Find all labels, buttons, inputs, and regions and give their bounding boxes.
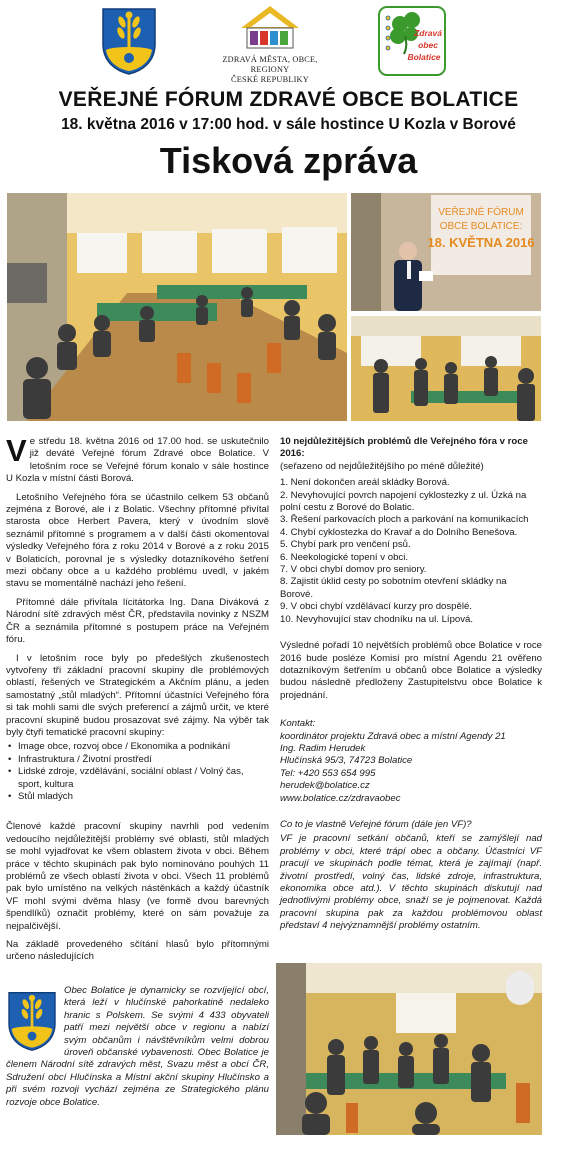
logo-text-1: Zdravá (414, 28, 442, 38)
zdrava-mesta-line-1: ZDRAVÁ MĚSTA, OBCE, REGIONY (222, 55, 318, 74)
list-item: • Lidské zdroje, vzdělávání, sociální oblast / Volný čas, sport, kultura (6, 766, 269, 791)
participants-photo (351, 316, 541, 421)
contact-line: Ing. Radim Herudek (280, 742, 366, 754)
problems-subheading: (seřazeno od nejdůležitějšího po méně důležité) (280, 460, 484, 472)
problems-list (280, 477, 542, 626)
house-icon (235, 4, 305, 50)
list-item: 2. Nevyhovující povrch napojení cyklostezky z ul. Úzká na polní cestu z Borové do Bolatic. (280, 489, 527, 514)
list-item: 10. Nevyhovující stav chodníku na ul. Lípová. (280, 613, 474, 625)
article-paragraph-5: Členové každé pracovní skupiny navrhli pod vedením vedoucího nejdůležitější problémy své oblasti, stůl mladých se mohl vyjadřovat ke všem oblastem života v obci. Během práce v těchto skupinách pak bylo nominováno pouhých 11 problémů ze všech oblastí života v obci. Všech 11 problémů pak bylo umístěno na velkých nástěnkách a každý účastník VF mohl svými dvěma hlasy (ve formě dvou barevných špendlíků) označit problémy, které on sám považuje za nejpalčivější. (6, 821, 269, 932)
article-paragraph-3: Přítomné dále přivítala lícitátorka Ing. Dana Diváková z Národní sítě zdravých měst ČR, představila novinky z NSZM ČR a seznámila přítomné s postupem práce na Veřejném fóru. (6, 596, 269, 646)
contact-label: Kontakt: (280, 718, 316, 730)
article-paragraph-1: e středu 18. května 2016 od 17.00 hod. se uskutečnilo již deváté Veřejné fórum Zdravé obce Bolatice. V letošním roce se Veřejné fórum konalo v sále hostince U Kozla v místní části Borová. (6, 436, 269, 485)
list-item: • Infrastruktura / Životní prostředí (6, 754, 269, 766)
problems-final-paragraph: Výsledné pořadí 10 největších problémů obce Bolatice v roce 2016 bude posléze Komisí pro místní Agendu 21 ověřeno dotazníkovým šetřením u občanů obce Bolatice a výsledky budou následně předloženy Zastupitelstvu obce Bolatice k projednání. (280, 640, 542, 701)
list-item: 3. Řešení parkovacích ploch a parkování na komunikacích (280, 514, 529, 526)
slide-text-1: VEŘEJNÉ FÓRUM (438, 207, 524, 218)
list-item: 1. Není dokončen areál skládky Borová. (280, 477, 450, 489)
list-item: 4. Chybí cyklostezka do Kravař a do Dolního Benešova. (280, 526, 518, 538)
zdrava-mesta-logo (205, 4, 335, 84)
press-release-heading: Tisková zpráva (159, 140, 418, 181)
bolatice-info-text: Obec Bolatice je dynamicky se rozvíjející obcí, která leží v hlučínské pahorkatině nedaleko hranic s Polskem. Se svými 4 433 obyvateli patří mezi největší obce v regionu a nabízí svým občanům i návštěvníkům velmi dobrou úroveň občanské vybavenosti. Obec Bolatice je členem Národní sítě zdravých měst, Svazu měst a obcí ČR, Sdružení obcí Hlučínska a Místní akční skupiny Hlučínsko a při svém rozvoji vychází zejména ze Strategického plánu rozvoje obce Bolatice. (6, 985, 269, 1108)
vf-question: Co to je vlastně Veřejné fórum (dále jen VF)? (280, 818, 472, 830)
slide-text-3: 18. KVĚTNA 2016 (427, 235, 535, 250)
article-paragraph-6: Na základě provedeného sčítání hlasů bylo přítomnými určeno následujících (6, 939, 269, 963)
group-work-photo (276, 963, 542, 1135)
slide-text-2: OBCE BOLATICE: (439, 221, 523, 232)
contact-web-link[interactable]: www.bolatice.cz/zdravaobec (280, 792, 401, 804)
contact-line: koordinátor projektu Zdravá obec a místní Agendy 21 (280, 730, 506, 742)
page-title: VEŘEJNÉ FÓRUM ZDRAVÉ OBCE BOLATICE (58, 88, 519, 111)
vf-explanation: VF je pracovní setkání občanů, kteří se zamýšlejí nad problémy v obci, které trápí obec a občany. Účastníci VF pracují ve skupinách podle témat, která je zajímají (např. životní prostředí, volný čas, lidské zdroje, infrastruktura, ekonomika obce atd.). V těchto skupinách diskutují nad jednotlivými problémy obce, snaží se je pojmenovat. Každá pracovní skupina pak za každou problémovou oblast představí 4 nejvýznamnější problémy ostatním. (280, 833, 542, 932)
list-item: 9. V obci chybí vzdělávací kurzy pro dospělé. (280, 601, 472, 613)
contact-block (280, 718, 542, 805)
forum-hall-photo (7, 193, 347, 421)
article-right-column (280, 436, 542, 939)
contact-line: Tel: +420 553 654 995 (280, 767, 376, 779)
list-item: 7. V obci chybí domov pro seniory. (280, 564, 427, 576)
list-item: 5. Chybí park pro venčení psů. (280, 539, 411, 551)
list-item: 6. Neekologické topení v obci. (280, 551, 408, 563)
page-subtitle: 18. května 2016 v 17:00 hod. v sále hostince U Kozla v Borové (61, 116, 516, 133)
article-paragraph-4: I v letošním roce byly po předešlých zkušenostech vytvořeny tři základní pracovní skupiny dle problémových oblastí, řešených ve Strategickém a Akčním plánu, a jeden samostatný „stůl mladých“. Přítomní účastníci Veřejného fóra si tak mohli sami dle svých preferencí a zájmů určit, ve které pracovní skupině budou prosazovat své zájmy. Na výběr tak byly čtyři tematické pracovní skupiny: (6, 652, 269, 738)
list-item: • Image obce, rozvoj obce / Ekonomika a podnikání (6, 741, 269, 753)
contact-email-link[interactable]: herudek@bolatice.cz (280, 780, 370, 792)
dropcap-letter: V (6, 433, 27, 468)
list-item: 8. Zajistit úklid cesty po sobotním otevření skládky na Borové. (280, 576, 507, 600)
problems-heading: 10 nejdůležitějších problémů dle Veřejného fóra v roce 2016: (280, 436, 528, 460)
bolatice-crest-logo (100, 6, 158, 76)
logo-text-2: obec (418, 40, 438, 50)
zdrava-obec-bolatice-logo (378, 6, 446, 76)
article-paragraph-2: Letošního Veřejného fóra se účastnilo celkem 53 občanů zejména z Borové, ale i z Bolatic. Všechny přítomné přivítal starosta obce Herbert Pavera, který v úvodním slově seznámil přítomné s programem a v další části okomentoval výsledky Veřejného fóra z roku 2014 v Borové a z roku 2015 v Bolaticích, porovnal je s výsledky dotazníkového šetření mezi občany obce a u každého problému uvedl, v jakém stavu se momentálně nachází jeho řešení. (6, 491, 269, 590)
bolatice-info-box (6, 985, 269, 1109)
article-left-column (6, 433, 269, 970)
speaker-photo (351, 193, 541, 311)
contact-line: Hlučínská 95/3, 74723 Bolatice (280, 755, 413, 767)
list-item: • Stůl mladých (6, 791, 269, 803)
working-groups-list (6, 741, 269, 803)
logo-text-3: Bolatice (407, 52, 441, 62)
zdrava-mesta-line-2: ČESKÉ REPUBLIKY (231, 75, 309, 84)
